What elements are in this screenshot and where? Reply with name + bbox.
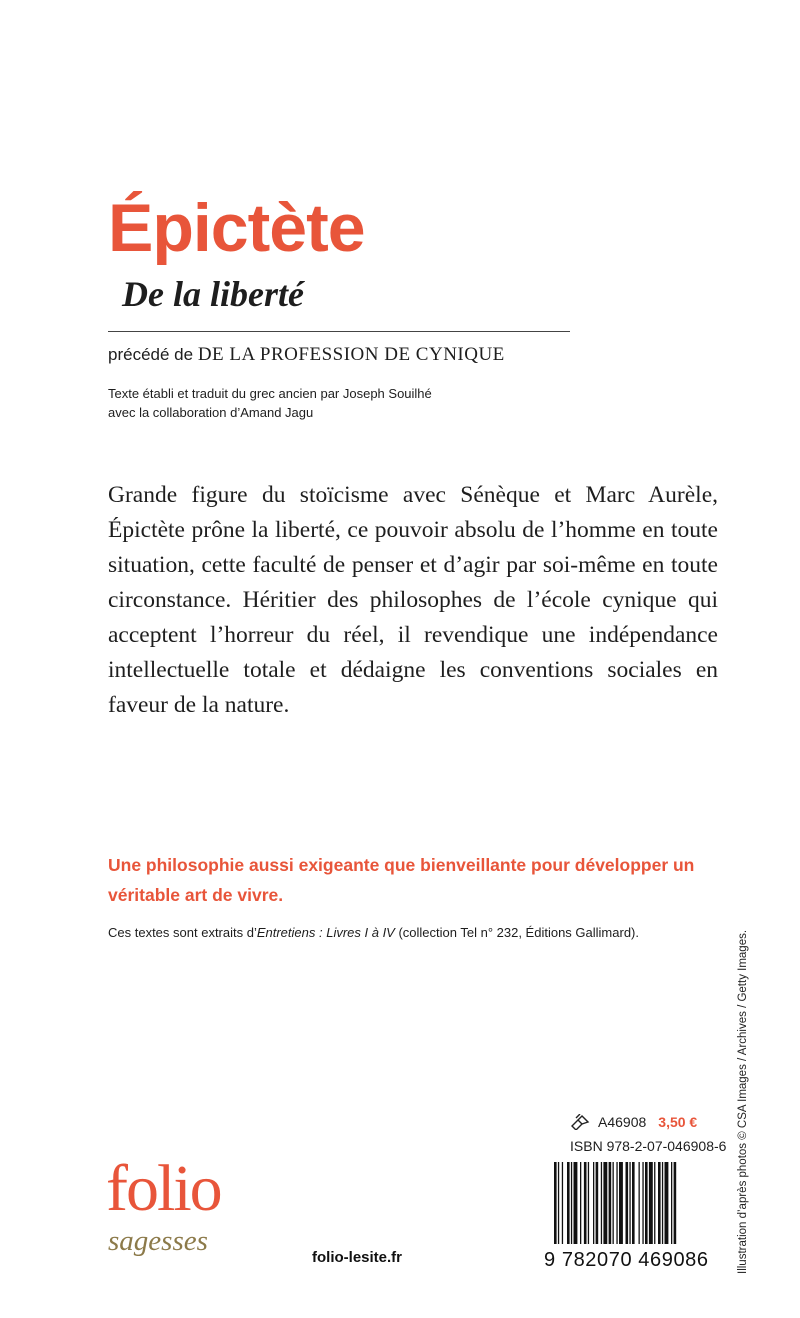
preceded-prefix: précédé de [108, 345, 194, 364]
barcode-bar [588, 1162, 589, 1244]
title-divider [108, 331, 570, 332]
barcode [540, 1160, 712, 1270]
barcode-bar [596, 1162, 599, 1244]
barcode-bar [629, 1162, 630, 1244]
source-work-title: Entretiens : Livres I à IV [256, 925, 395, 940]
tagline: Une philosophie aussi exigeante que bienveillante pour développer un véritable art de vivre. [108, 855, 695, 905]
barcode-bar [632, 1162, 635, 1244]
book-stack-icon [570, 1114, 590, 1130]
preceded-work: DE LA PROFESSION DE CYNIQUE [197, 344, 505, 365]
barcode-bar [616, 1162, 617, 1244]
photo-credit: Illustration d’après photos © CSA Images / Archives / Getty Images. [737, 929, 749, 1274]
author-name: Épictète [108, 190, 365, 266]
barcode-bar [558, 1162, 559, 1244]
book-title: De la liberté [122, 274, 304, 314]
reference-code: A46908 [598, 1114, 647, 1130]
barcode-bar [603, 1162, 607, 1244]
barcode-bar [580, 1162, 581, 1244]
barcode-bar [626, 1162, 629, 1244]
source-note-suffix: (collection Tel n° 232, Éditions Gallimard). [394, 925, 639, 940]
isbn: ISBN 978-2-07-046908-6 [570, 1138, 727, 1154]
barcode-bar [601, 1162, 602, 1244]
barcode-bar [609, 1162, 612, 1244]
barcode-bar [574, 1162, 578, 1244]
barcode-bar [584, 1162, 587, 1244]
barcode-bar [662, 1162, 663, 1244]
barcode-bar [658, 1162, 661, 1244]
barcode-bar [649, 1162, 653, 1244]
translator-line: Texte établi et traduit du grec ancien par Joseph Souilhé [108, 386, 432, 401]
website-link[interactable]: folio-lesite.fr [312, 1249, 403, 1266]
barcode-bar [613, 1162, 614, 1244]
barcode-bar [619, 1162, 623, 1244]
barcode-bar [639, 1162, 640, 1244]
source-note [108, 924, 728, 942]
barcode-bar [562, 1162, 563, 1244]
barcode-bar [645, 1162, 648, 1244]
source-note-prefix: Ces textes sont extraits d’ [108, 925, 257, 940]
translator-credits [108, 384, 568, 422]
reference-row [570, 1112, 697, 1132]
barcode-bar [571, 1162, 572, 1244]
barcode-bar [674, 1162, 677, 1244]
folio-logo: folio [106, 1152, 221, 1225]
back-cover-blurb: Grande figure du stoïcisme avec Sénèque et Marc Aurèle, Épictète prône la liberté, ce pouvoir absolu de l’homme en toute situation, cette faculté de penser et d’agir par soi-même en toute circonstance. Héritier des philosophes de l’école cynique qui acceptent l’horreur du réel, il revendique une indépendance intellectuelle totale et dédaigne les conventions sociales en faveur de la nature. [108, 482, 718, 718]
barcode-bar [642, 1162, 643, 1244]
barcode-bar [567, 1162, 570, 1244]
preceded-line [108, 343, 505, 367]
barcode-bar [593, 1162, 594, 1244]
collaborator-line: avec la collaboration d’Amand Jagu [108, 405, 314, 420]
barcode-digits: 9 782070 469086 [544, 1249, 708, 1270]
barcode-bar [654, 1162, 655, 1244]
collection-name: sagesses [108, 1225, 208, 1257]
barcode-bar [665, 1162, 669, 1244]
price: 3,50 € [658, 1114, 698, 1130]
barcode-bar [554, 1162, 557, 1244]
barcode-bar [671, 1162, 672, 1244]
barcode-bars [554, 1162, 676, 1244]
